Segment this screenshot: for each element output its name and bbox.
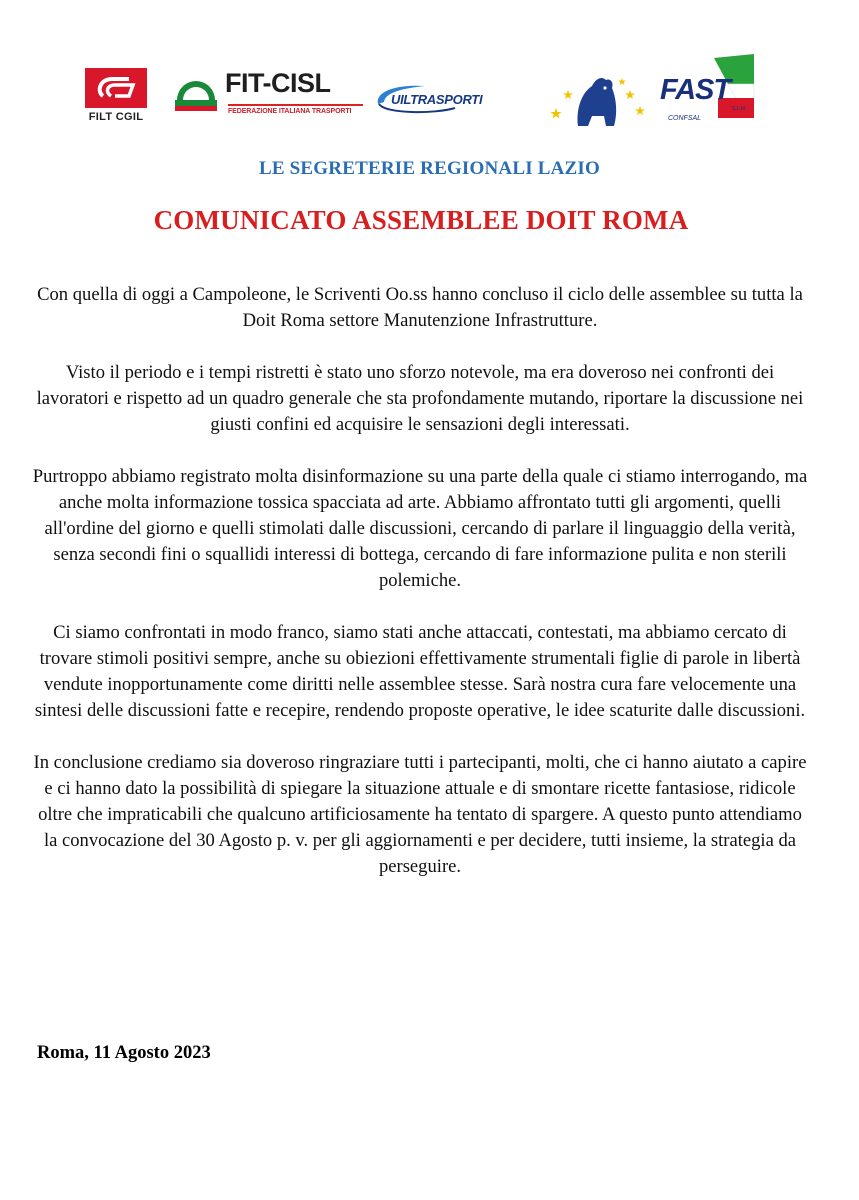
uil-label: UILTRASPORTI <box>391 92 483 107</box>
uiltrasporti-logo <box>375 82 511 114</box>
segreterie-heading: LE SEGRETERIE REGIONALI LAZIO <box>258 158 601 179</box>
fit-cisl-logo <box>173 66 363 126</box>
logo-row <box>0 48 859 128</box>
cgil-mark-icon <box>85 68 147 108</box>
cisl-name: FIT-CISL <box>225 68 331 98</box>
svg-text:CONFSAL: CONFSAL <box>668 115 702 122</box>
cisl-mark-icon <box>173 70 219 116</box>
place-date: Roma, 11 Agosto 2023 <box>37 1043 211 1063</box>
page-title: COMUNICATO ASSEMBLEE DOIT ROMA <box>153 205 689 235</box>
bear-with-stars-icon <box>548 68 648 132</box>
cisl-subtitle: FEDERAZIONE ITALIANA TRASPORTI <box>228 104 363 115</box>
communique-body <box>30 282 810 906</box>
paragraph-3: Purtroppo abbiamo registrato molta disinformazione su una parte della quale ci stiamo interrogando, ma anche molta informazione tossica spacciata ad arte. Abbiamo affrontato tutti gli argomenti, quelli all'ordine del giorno e quelli stimolati dalle discussioni, cercando di parlare il linguaggio della verità, senza secondi fini o squallidi interessi di bottega, cercando di fare informazione pulita e non sterili polemiche. <box>32 466 808 591</box>
bear-logo <box>548 68 648 132</box>
fast-logo <box>658 54 756 124</box>
cgil-label: FILT CGIL <box>88 111 144 123</box>
svg-text:S.L.M.: S.L.M. <box>732 106 747 112</box>
fast-label: FAST <box>660 74 731 106</box>
paragraph-2: Visto il periodo e i tempi ristretti è stato uno sforzo notevole, ma era doveroso nei confronti dei lavoratori e rispetto ad un quadro generale che sta profondamente mutando, riportare la discussione nei giusti confini ed acquisire le sensazioni degli interessati. <box>36 362 804 435</box>
paragraph-5: In conclusione crediamo sia doveroso ringraziare tutti i partecipanti, molti, che ci hanno aiutato a capire e ci hanno dato la possibilità di spiegare la situazione attuale e di smontare ricette fantasiose, ridicole oltre che impraticabili che qualcuno artificiosamente ha tentato di spargere. A questo punto attendiamo la convocazione del 30 Agosto p. v. per gli aggiornamenti e per decidere, tutti insieme, la strategia da perseguire. <box>33 752 807 877</box>
paragraph-1: Con quella di oggi a Campoleone, le Scriventi Oo.ss hanno concluso il ciclo delle assemblee su tutta la Doit Roma settore Manutenzione Infrastrutture. <box>37 284 803 331</box>
paragraph-4: Ci siamo confrontati in modo franco, siamo stati anche attaccati, contestati, ma abbiamo cercato di trovare stimoli positivi sempre, anche su obiezioni effettivamente strumentali figlie di parole in libertà vendute inopportunamente come diritti nelle assemblee stesse. Sarà nostra cura fare velocemente una sintesi delle discussioni fatte e recepire, rendendo proposte operative, le idee scaturite dalle discussioni. <box>34 622 806 721</box>
filt-cgil-logo <box>83 68 149 126</box>
